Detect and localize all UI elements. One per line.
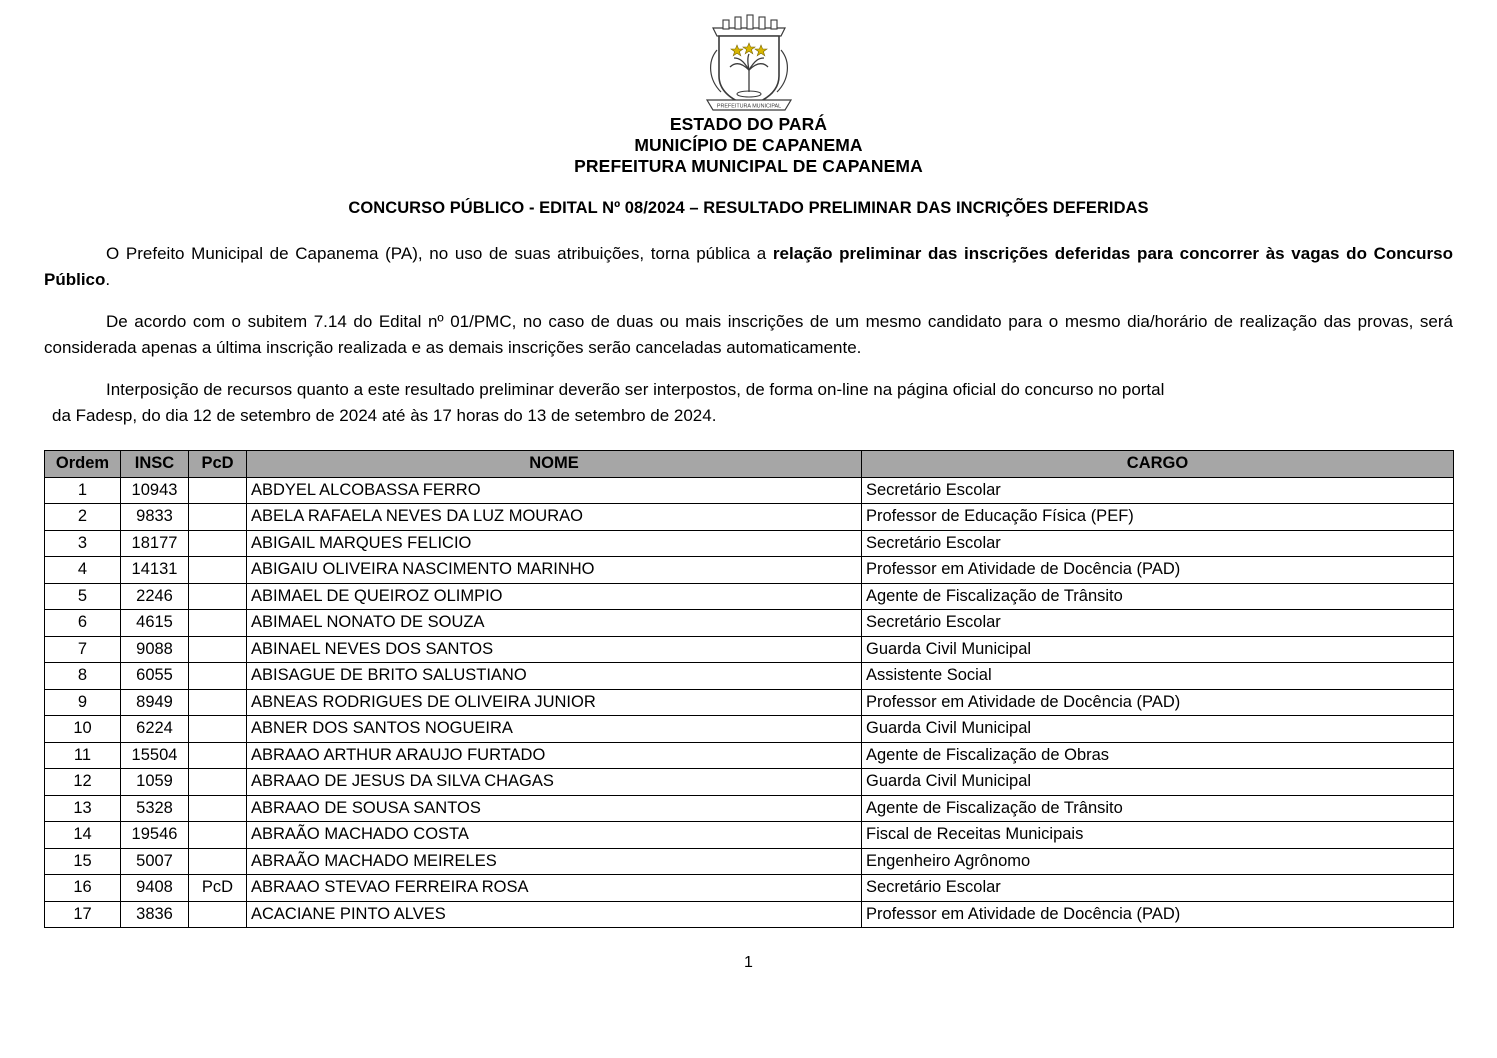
paragraph-subitem-text: De acordo com o subitem 7.14 do Edital nº 01/PMC, no caso de duas ou mais inscrições de um mesmo candidato para o mesmo dia/horário de realização das provas, será considerada apenas a última inscrição realizada e as demais inscrições serão canceladas automaticamente. <box>44 312 1453 357</box>
cell-pcd <box>189 610 247 637</box>
cell-nome: ABRAAO DE JESUS DA SILVA CHAGAS <box>247 769 862 796</box>
table-row <box>45 848 1454 875</box>
crest-motto: PREFEITURA MUNICIPAL <box>716 103 781 110</box>
cell-pcd <box>189 822 247 849</box>
paragraph-intro <box>44 241 1453 292</box>
cell-pcd <box>189 795 247 822</box>
cell-ordem: 13 <box>45 795 121 822</box>
cell-cargo: Professor em Atividade de Docência (PAD) <box>862 901 1454 928</box>
cell-pcd <box>189 477 247 504</box>
crest-container <box>44 14 1453 114</box>
column-header-pcd: PcD <box>189 451 247 478</box>
table-row <box>45 583 1454 610</box>
cell-nome: ABIMAEL NONATO DE SOUZA <box>247 610 862 637</box>
table-header-row <box>45 451 1454 478</box>
cell-pcd <box>189 583 247 610</box>
page-number: 1 <box>744 954 753 971</box>
column-header-cargo: CARGO <box>862 451 1454 478</box>
cell-pcd <box>189 901 247 928</box>
cell-cargo: Professor em Atividade de Docência (PAD) <box>862 689 1454 716</box>
paragraph-subitem <box>44 309 1453 360</box>
document-subject: CONCURSO PÚBLICO - EDITAL Nº 08/2024 – RESULTADO PRELIMINAR DAS INCRIÇÕES DEFERIDAS <box>348 199 1149 217</box>
paragraph-recursos-text: Interposição de recursos quanto a este resultado preliminar deverão ser interpostos, de forma on-line na página oficial do concurso no portal <box>106 380 1165 399</box>
cell-ordem: 12 <box>45 769 121 796</box>
table-row <box>45 610 1454 637</box>
table-row <box>45 875 1454 902</box>
table-row <box>45 901 1454 928</box>
cell-cargo: Assistente Social <box>862 663 1454 690</box>
cell-pcd <box>189 769 247 796</box>
header-municipality: MUNICÍPIO DE CAPANEMA <box>634 135 863 155</box>
cell-insc: 9408 <box>121 875 189 902</box>
cell-nome: ABISAGUE DE BRITO SALUSTIANO <box>247 663 862 690</box>
header-city-hall: PREFEITURA MUNICIPAL DE CAPANEMA <box>574 156 923 176</box>
cell-nome: ABIMAEL DE QUEIROZ OLIMPIO <box>247 583 862 610</box>
cell-insc: 6055 <box>121 663 189 690</box>
cell-cargo: Agente de Fiscalização de Obras <box>862 742 1454 769</box>
cell-ordem: 10 <box>45 716 121 743</box>
cell-insc: 14131 <box>121 557 189 584</box>
cell-cargo: Guarda Civil Municipal <box>862 769 1454 796</box>
table-row <box>45 822 1454 849</box>
cell-ordem: 2 <box>45 504 121 531</box>
cell-insc: 9088 <box>121 636 189 663</box>
cell-ordem: 15 <box>45 848 121 875</box>
cell-pcd <box>189 689 247 716</box>
paragraph-intro-part1: O Prefeito Municipal de Capanema (PA), no uso de suas atribuições, torna pública a <box>106 244 773 263</box>
paragraph-recursos <box>44 377 1453 428</box>
cell-ordem: 17 <box>45 901 121 928</box>
table-row <box>45 557 1454 584</box>
cell-insc: 5007 <box>121 848 189 875</box>
cell-pcd <box>189 636 247 663</box>
cell-insc: 18177 <box>121 530 189 557</box>
table-row <box>45 795 1454 822</box>
cell-ordem: 11 <box>45 742 121 769</box>
table-row <box>45 769 1454 796</box>
column-header-ordem: Ordem <box>45 451 121 478</box>
cell-nome: ABDYEL ALCOBASSA FERRO <box>247 477 862 504</box>
cell-pcd <box>189 742 247 769</box>
cell-cargo: Fiscal de Receitas Municipais <box>862 822 1454 849</box>
cell-insc: 6224 <box>121 716 189 743</box>
cell-nome: ABNER DOS SANTOS NOGUEIRA <box>247 716 862 743</box>
cell-ordem: 16 <box>45 875 121 902</box>
header-state: ESTADO DO PARÁ <box>669 114 828 134</box>
cell-cargo: Agente de Fiscalização de Trânsito <box>862 795 1454 822</box>
cell-nome: ABIGAIL MARQUES FELICIO <box>247 530 862 557</box>
cell-nome: ABRAAO ARTHUR ARAUJO FURTADO <box>247 742 862 769</box>
column-header-nome: NOME <box>247 451 862 478</box>
cell-pcd <box>189 530 247 557</box>
cell-cargo: Secretário Escolar <box>862 530 1454 557</box>
cell-ordem: 4 <box>45 557 121 584</box>
table-row <box>45 504 1454 531</box>
cell-cargo: Guarda Civil Municipal <box>862 716 1454 743</box>
cell-nome: ACACIANE PINTO ALVES <box>247 901 862 928</box>
inscriptions-table <box>44 450 1454 928</box>
cell-nome: ABINAEL NEVES DOS SANTOS <box>247 636 862 663</box>
cell-insc: 4615 <box>121 610 189 637</box>
cell-cargo: Professor em Atividade de Docência (PAD) <box>862 557 1454 584</box>
cell-pcd <box>189 504 247 531</box>
cell-nome: ABRAÃO MACHADO COSTA <box>247 822 862 849</box>
cell-nome: ABIGAIU OLIVEIRA NASCIMENTO MARINHO <box>247 557 862 584</box>
cell-insc: 9833 <box>121 504 189 531</box>
cell-ordem: 14 <box>45 822 121 849</box>
cell-nome: ABELA RAFAELA NEVES DA LUZ MOURAO <box>247 504 862 531</box>
cell-insc: 2246 <box>121 583 189 610</box>
cell-cargo: Agente de Fiscalização de Trânsito <box>862 583 1454 610</box>
table-row <box>45 636 1454 663</box>
cell-insc: 19546 <box>121 822 189 849</box>
cell-insc: 10943 <box>121 477 189 504</box>
coat-of-arms-icon <box>689 14 809 114</box>
cell-insc: 8949 <box>121 689 189 716</box>
table-body <box>45 477 1454 928</box>
table-row <box>45 530 1454 557</box>
cell-insc: 1059 <box>121 769 189 796</box>
column-header-insc: INSC <box>121 451 189 478</box>
cell-ordem: 1 <box>45 477 121 504</box>
cell-ordem: 7 <box>45 636 121 663</box>
cell-nome: ABRAAO STEVAO FERREIRA ROSA <box>247 875 862 902</box>
cell-pcd <box>189 716 247 743</box>
cell-ordem: 3 <box>45 530 121 557</box>
cell-cargo: Guarda Civil Municipal <box>862 636 1454 663</box>
cell-cargo: Secretário Escolar <box>862 477 1454 504</box>
cell-insc: 5328 <box>121 795 189 822</box>
table-row <box>45 477 1454 504</box>
cell-cargo: Secretário Escolar <box>862 610 1454 637</box>
cell-nome: ABRAÃO MACHADO MEIRELES <box>247 848 862 875</box>
cell-pcd <box>189 848 247 875</box>
paragraph-intro-emphasis: relação preliminar das inscrições deferidas para concorrer às vagas do Concurso Público <box>44 244 1453 289</box>
cell-ordem: 6 <box>45 610 121 637</box>
table-row <box>45 742 1454 769</box>
cell-ordem: 9 <box>45 689 121 716</box>
cell-nome: ABRAAO DE SOUSA SANTOS <box>247 795 862 822</box>
paragraph-recursos-dates: da Fadesp, do dia 12 de setembro de 2024 até às 17 horas do 13 de setembro de 2024. <box>52 405 717 425</box>
cell-nome: ABNEAS RODRIGUES DE OLIVEIRA JUNIOR <box>247 689 862 716</box>
cell-pcd <box>189 557 247 584</box>
table-row <box>45 716 1454 743</box>
cell-insc: 3836 <box>121 901 189 928</box>
cell-ordem: 8 <box>45 663 121 690</box>
cell-cargo: Professor de Educação Física (PEF) <box>862 504 1454 531</box>
paragraph-intro-part3: . <box>105 269 111 289</box>
cell-cargo: Secretário Escolar <box>862 875 1454 902</box>
cell-pcd <box>189 663 247 690</box>
cell-cargo: Engenheiro Agrônomo <box>862 848 1454 875</box>
cell-pcd: PcD <box>189 875 247 902</box>
cell-ordem: 5 <box>45 583 121 610</box>
table-row <box>45 663 1454 690</box>
document-header <box>44 114 1453 177</box>
table-row <box>45 689 1454 716</box>
cell-insc: 15504 <box>121 742 189 769</box>
